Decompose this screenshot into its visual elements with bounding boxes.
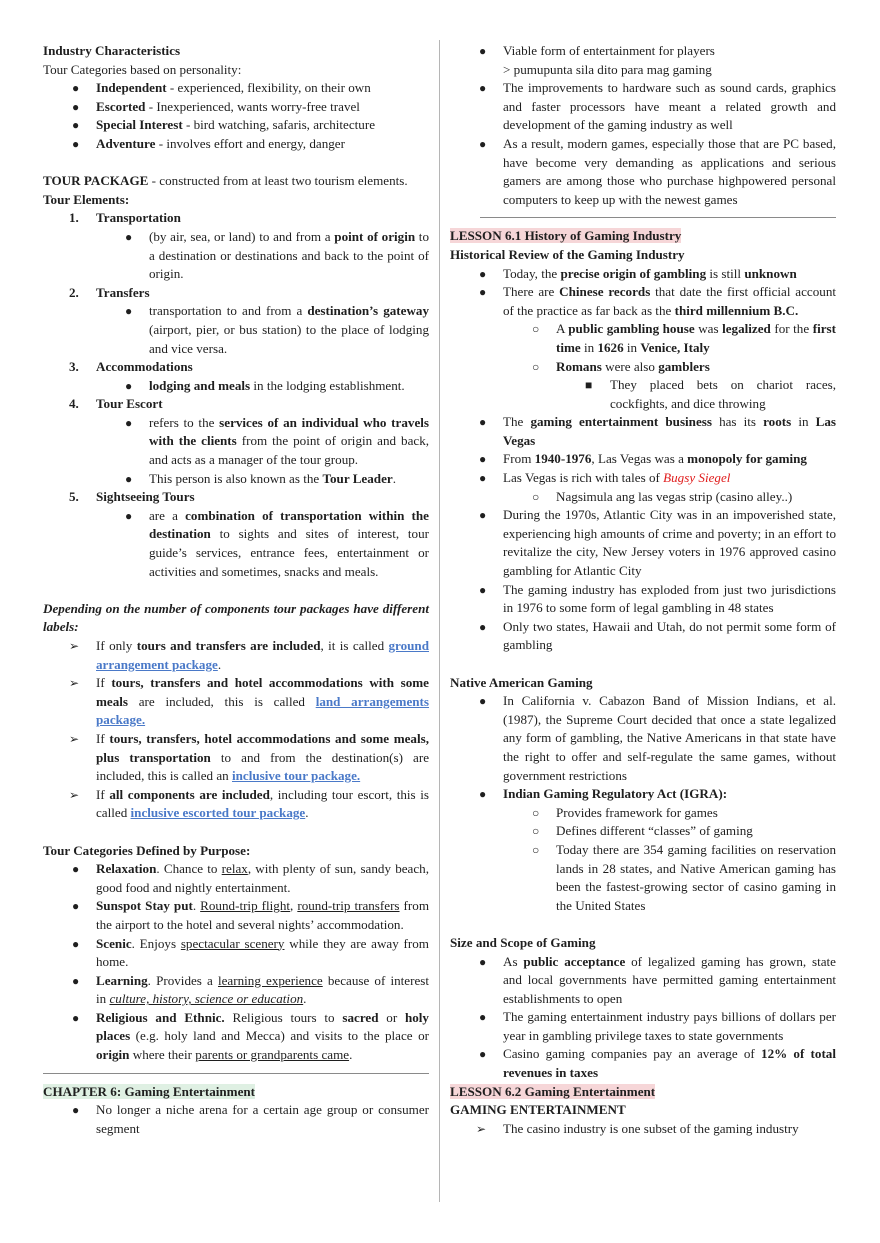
tour-package-definition: TOUR PACKAGE - constructed from at least two tourism elements. (43, 173, 408, 189)
list-item: ● Religious and Ethnic. Religious tours to sacred or holy places (e.g. holy land and Mecca) and visits to the place or origin where their parents or grandparents came. (72, 1009, 429, 1063)
list-item: ➢ If tours, transfers, hotel accommodations and some meals, plus transportation to and from the destination(s) are included, this is called an inclusive tour package. (69, 730, 430, 784)
tour-categories-intro: Tour Categories based on personality: (43, 61, 242, 77)
list-item: ● Las Vegas is rich with tales of Bugsy Siegel (479, 470, 731, 486)
list-item: ● (by air, sea, or land) to and from a point of origin to a destination or destinations and back to the point of origin. (125, 228, 429, 282)
left-column (43, 42, 429, 1138)
tour-elements-title: Tour Elements: (43, 191, 130, 207)
inclusive-tour-link[interactable]: inclusive tour package. (232, 768, 361, 784)
list-item: ○ Romans were also gamblers (532, 358, 710, 374)
list-item: ● transportation to and from a destination’s gateway (airport, pier, or bus station) to the place of lodging and vice versa. (125, 303, 430, 356)
list-item: ● Viable form of entertainment for players > pumupunta sila dito para mag gaming (479, 43, 715, 77)
list-item: ● are a combination of transportation within the destination to sights and sites of interest, tour guide’s services, entrance fees, entertainment or activities and sometimes, snacks and meals. (125, 507, 429, 579)
list-item: ● Escorted - Inexperienced, wants worry-free travel (72, 98, 360, 114)
list-item: ➢ If tours, transfers and hotel accommodations with some meals are included, this is called land arrangements package. (69, 675, 429, 728)
element-heading: 3. Accommodations (69, 359, 193, 375)
element-heading: 1. Transportation (69, 210, 181, 226)
list-item: ● In California v. Cabazon Band of Mission Indians, et al. (1987), the Supreme Court decided that once a state legalized any form of gambling, the Native Americans in that state have the right to offer and self-regulate the same games, without government restrictions (479, 693, 836, 783)
element-heading: 2. Transfers (69, 284, 150, 300)
list-item: ● Special Interest - bird watching, safaris, architecture (72, 117, 376, 133)
list-item: ● refers to the services of an individual who travels with the clients from the point of origin and back, and acts as a manager of the tour group. (125, 414, 430, 468)
list-item: ○ Defines different “classes” of gaming (532, 823, 753, 839)
inclusive-escorted-link[interactable]: inclusive escorted tour package (130, 805, 306, 821)
ground-arrangement-link[interactable]: ground arrangement package (96, 638, 429, 672)
list-item: ● The improvements to hardware such as sound cards, graphics and faster processors have meant a related growth and development of the gaming industry as well (479, 80, 836, 133)
right-column (450, 42, 836, 1138)
list-item: ● lodging and meals in the lodging establishment. (125, 377, 405, 393)
element-heading: 4. Tour Escort (69, 396, 163, 412)
list-item: ● Indian Gaming Regulatory Act (IGRA): (479, 786, 728, 802)
list-item: ○ Nagsimula ang las vegas strip (casino alley..) (532, 488, 793, 504)
size-title: Size and Scope of Gaming (450, 934, 596, 950)
purpose-title: Tour Categories Defined by Purpose: (43, 842, 251, 858)
chapter-heading: CHAPTER 6: Gaming Entertainment (43, 1083, 256, 1099)
list-item: ➢ The casino industry is one subset of the gaming industry (476, 1120, 799, 1136)
list-item: ● Sunspot Stay put. Round-trip flight, round-trip transfers from the airport to the hotel and several nights’ accommodation. (72, 898, 430, 932)
list-item: ➢ If all components are included, including tour escort, this is called inclusive escorted tour package. (69, 786, 429, 821)
column-divider (439, 40, 440, 1202)
native-title: Native American Gaming (450, 674, 593, 690)
list-item: ● Learning. Provides a learning experience because of interest in culture, history, science or education. (72, 972, 430, 1007)
list-item: ● This person is also known as the Tour Leader. (125, 470, 396, 486)
list-item: ● Casino gaming companies pay an average of 12% of total revenues in taxes (479, 1046, 836, 1081)
list-item: ● Scenic. Enjoys spectacular scenery while they are away from home. (72, 935, 429, 970)
lesson-heading: LESSON 6.1 History of Gaming Industry (450, 228, 682, 244)
list-item: ● The gaming entertainment business has its roots in Las Vegas (479, 414, 836, 448)
lesson-heading: LESSON 6.2 Gaming Entertainment (450, 1083, 656, 1099)
list-item: ● Today, the precise origin of gambling is still unknown (479, 265, 797, 281)
list-item: ➢ If only tours and transfers are included, it is called ground arrangement package. (69, 638, 429, 672)
list-item: ● Only two states, Hawaii and Utah, do not permit some form of gambling (479, 618, 836, 653)
horizontal-rule (43, 1073, 429, 1074)
element-heading: 5. Sightseeing Tours (69, 489, 195, 505)
industry-title: Industry Characteristics (43, 43, 181, 58)
gaming-entertainment-title: GAMING ENTERTAINMENT (450, 1102, 626, 1118)
list-item: ● Relaxation. Chance to relax, with plenty of sun, sandy beach, good food and nightly entertainment. (72, 861, 429, 895)
list-item: ● During the 1970s, Atlantic City was in an impoverished state, experiencing high amounts of crime and poverty; in an effort to revitalize the city, New Jersey voters in 1976 approved casino gambling for Atlantic City (479, 507, 836, 579)
list-item: ○ Provides framework for games (532, 804, 718, 820)
list-item: ○ Today there are 354 gaming facilities on reservation lands in 28 states, and Native American gaming has been the fastest-growing sector of casino gaming in the United States (532, 841, 836, 913)
list-item: ● There are Chinese records that date the first official account of the practice as far back as the third millennium B.C. (479, 284, 837, 318)
list-item: ○ A public gambling house was legalized for the first time in 1626 in Venice, Italy (532, 321, 836, 355)
history-title: Historical Review of the Gaming Industry (450, 246, 685, 262)
list-item: ● Independent - experienced, flexibility, on their own (72, 80, 371, 96)
land-arrangements-link[interactable]: land arrangements package. (96, 693, 429, 728)
list-item: ■ They placed bets on chariot races, cockfights, and dice throwing (585, 377, 836, 411)
list-item: ● As public acceptance of legalized gaming has grown, state and local governments have permitted gaming entertainment establishments to open (479, 953, 836, 1006)
labels-heading: Depending on the number of components tour packages have different labels: (43, 600, 429, 635)
list-item: ● Adventure - involves effort and energy, danger (72, 135, 345, 151)
list-item: ● The gaming entertainment industry pays billions of dollars per year in gambling privilege taxes to state governments (479, 1009, 836, 1043)
horizontal-rule (480, 217, 836, 218)
list-item: ● The gaming industry has exploded from just two jurisdictions in 1976 to some form of legal gambling in 48 states (479, 581, 836, 616)
list-item: ● From 1940-1976, Las Vegas was a monopoly for gaming (479, 451, 807, 467)
list-item: ● No longer a niche arena for a certain age group or consumer segment (72, 1102, 429, 1136)
list-item: ● As a result, modern games, especially those that are PC based, have become very demanding as applications and serious gamers are among those who purchase highpowered personal computers to keep up with the newest games (479, 135, 836, 207)
